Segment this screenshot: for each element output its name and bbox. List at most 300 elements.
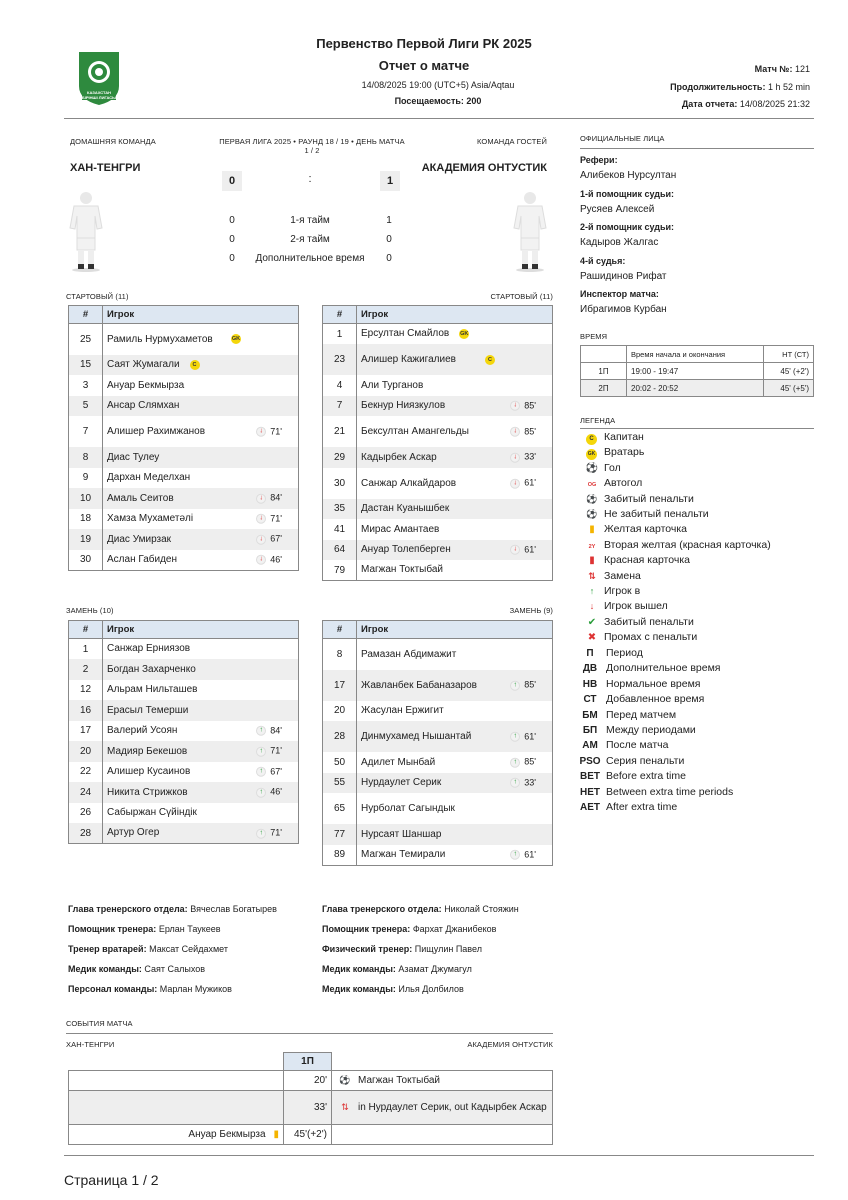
- substitution-minute: 84': [270, 725, 282, 736]
- staff-name: Максат Сейдахмет: [149, 944, 228, 954]
- player-row: [69, 680, 299, 701]
- substitution-minute: 71': [270, 426, 282, 437]
- staff-name: Пищулин Павел: [414, 944, 482, 954]
- player-cell: [357, 447, 553, 468]
- round-info-day: 1 / 2: [304, 146, 320, 155]
- player-name: Али Турганов: [361, 379, 424, 391]
- events-home-col: [69, 1053, 284, 1071]
- official-name: Русяев Алексей: [580, 203, 655, 215]
- staff-name: Илья Долбилов: [398, 984, 464, 994]
- time-col-period: [581, 346, 627, 363]
- player-cell: [103, 741, 299, 762]
- player-cell: [103, 823, 299, 844]
- player-number: 79: [323, 560, 357, 581]
- player-number: 64: [323, 540, 357, 561]
- period-label: 2-я тайм: [290, 234, 330, 245]
- official-name: Кадыров Жалгас: [580, 237, 659, 248]
- legend-item: [578, 646, 643, 661]
- substitution-minute: 85': [524, 400, 536, 411]
- substitution-mark: [510, 426, 536, 437]
- report-date-label: Дата отчета:: [681, 99, 738, 109]
- away-starting-table: [322, 305, 553, 581]
- legend-divider: [580, 428, 814, 429]
- player-name: Диас Умирзак: [107, 533, 172, 545]
- substitution-mark: [510, 777, 536, 788]
- substitution-minute: 46': [270, 786, 282, 797]
- player-in-icon: ↑: [256, 828, 266, 838]
- player-in-icon: ↑: [510, 778, 520, 788]
- player-cell: [357, 324, 553, 345]
- penalty-scored-icon: ⚽: [586, 493, 598, 504]
- staff-role: Физический тренер:: [322, 944, 413, 954]
- player-cell: [357, 499, 553, 520]
- staff-name: Фархат Джанибеков: [412, 924, 497, 934]
- player-out-icon: ↓: [589, 601, 595, 612]
- player-row: [323, 375, 553, 396]
- legend-item: [584, 507, 709, 522]
- substitution-minute: 85': [524, 756, 536, 767]
- page-number: Страница 1 / 2: [64, 1172, 159, 1188]
- report-title: Первенство Первой Лиги РК 2025: [316, 36, 532, 51]
- player-name: Алишер Рахимжанов: [107, 426, 206, 437]
- legend-item: [584, 569, 641, 584]
- staff-role: Тренер вратарей:: [68, 944, 147, 954]
- official-role: 2-й помощник судьи:: [580, 222, 675, 232]
- away-team-label: КОМАНДА ГОСТЕЙ: [477, 137, 547, 146]
- player-number: 22: [69, 762, 103, 783]
- staff-member: [322, 964, 472, 974]
- legend-item: [578, 708, 676, 723]
- substitution-mark: [510, 400, 536, 411]
- player-name: Бексултан Амангельды: [361, 426, 469, 437]
- player-cell: [357, 824, 553, 845]
- legend-label: Игрок в: [604, 585, 641, 597]
- attendance-label: Посещаемость:: [394, 96, 464, 106]
- home-score: 0: [222, 171, 242, 191]
- col-player-header: Игрок: [357, 306, 553, 324]
- player-in-icon: ↑: [256, 767, 266, 777]
- player-cell: [103, 762, 299, 783]
- event-home-cell: [69, 1125, 284, 1145]
- legend-label: Before extra time: [606, 770, 686, 783]
- player-row: [323, 824, 553, 845]
- staff-role: Глава тренерского отдела:: [68, 904, 188, 914]
- player-name: Ерасыл Темерши: [107, 704, 189, 716]
- player-name: Адилет Мынбай: [361, 756, 436, 768]
- legend-label: Желтая карточка: [604, 523, 688, 536]
- player-name: Санжар Ерниязов: [107, 643, 191, 655]
- substitution-minute: 61': [524, 544, 536, 555]
- player-cell: [357, 639, 553, 670]
- player-row: [69, 355, 299, 376]
- player-cell: [103, 509, 299, 530]
- official-name: Ибрагимов Курбан: [580, 304, 667, 315]
- player-row: [69, 741, 299, 762]
- player-cell: [103, 782, 299, 803]
- player-in-icon: ↑: [510, 850, 520, 860]
- match-number-value: 121: [794, 64, 810, 74]
- player-row: [69, 375, 299, 396]
- player-out-icon: ↓: [510, 453, 520, 463]
- goal-icon: ⚽: [339, 1075, 351, 1085]
- event-home-cell: [69, 1091, 284, 1125]
- staff-member: [322, 924, 496, 934]
- event-away-wrap: [336, 1074, 548, 1088]
- player-row: [323, 519, 553, 540]
- player-row: [323, 416, 553, 447]
- events-divider: [66, 1033, 553, 1034]
- duration-value: 1 h 52 min: [767, 82, 810, 92]
- footer-divider: [64, 1155, 814, 1156]
- substitution-mark: [510, 452, 536, 463]
- substitution-mark: [256, 493, 282, 504]
- officials-divider: [580, 148, 814, 149]
- player-cell: [357, 519, 553, 540]
- event-minute: 20': [284, 1071, 332, 1091]
- player-number: 10: [69, 488, 103, 509]
- time-range: 19:00 - 19:47: [627, 363, 764, 380]
- player-row: [323, 396, 553, 417]
- official-role: Рефери:: [580, 155, 618, 165]
- legend-label: Замена: [604, 569, 641, 582]
- event-row: [69, 1125, 553, 1145]
- player-in-icon: ↑: [510, 732, 520, 742]
- time-col-range: Время начала и окончания: [627, 346, 764, 363]
- event-home-player: Ануар Бекмырза: [188, 1129, 266, 1140]
- player-number: 15: [69, 355, 103, 376]
- substitution-mark: [510, 680, 536, 691]
- player-row: [323, 447, 553, 468]
- substitution-mark: [510, 478, 536, 489]
- legend-label: Автогол: [604, 477, 643, 490]
- player-row: [323, 639, 553, 670]
- player-in-icon: ↑: [256, 747, 266, 757]
- player-number: 50: [323, 752, 357, 773]
- event-away-description: in Нурдаулет Серик, out Кадырбек Аскар: [358, 1101, 547, 1113]
- attendance-value: 200: [466, 96, 482, 106]
- player-name: Хамза Мухаметәлі: [107, 513, 194, 525]
- captain-icon: C: [190, 360, 200, 370]
- match-number: [755, 64, 810, 74]
- player-row: [69, 700, 299, 721]
- player-name: Ерсултан Смайлов: [361, 328, 450, 340]
- legend-label: Забитый пенальти: [604, 615, 694, 628]
- player-row: [69, 823, 299, 844]
- player-number: 2: [69, 659, 103, 680]
- substitution-mark: [256, 554, 282, 565]
- staff-member: [322, 904, 519, 914]
- staff-member: [68, 924, 221, 934]
- player-cell: [103, 721, 299, 742]
- events-away-col: [332, 1053, 553, 1071]
- legend-label: Забитый пенальти: [604, 492, 694, 505]
- player-number: 30: [69, 550, 103, 571]
- player-row: [69, 396, 299, 417]
- col-number-header: #: [69, 306, 103, 324]
- staff-member: [322, 984, 464, 994]
- legend-label: Между периодами: [606, 724, 696, 736]
- player-name: Дастан Куанышбек: [361, 503, 450, 515]
- player-row: [69, 529, 299, 550]
- player-name: Рамиль Нурмухаметов: [107, 333, 213, 345]
- legend-label: Вторая желтая (красная карточка): [604, 538, 771, 551]
- legend-item: [584, 615, 694, 630]
- substitution-mark: [256, 725, 282, 736]
- player-row: [323, 721, 553, 752]
- time-col-added: НТ (СТ): [764, 346, 814, 363]
- own-goal-icon: OG: [587, 482, 597, 489]
- legend-item: [578, 738, 668, 753]
- official-role: 4-й судья:: [580, 255, 626, 266]
- period-label: Дополнительное время: [255, 253, 365, 264]
- player-out-icon: ↓: [510, 478, 520, 488]
- header-divider: [64, 118, 814, 119]
- penalty-missed-icon: ⚽: [586, 509, 598, 519]
- cross-icon: ✖: [587, 632, 597, 644]
- legend-label: After extra time: [606, 801, 678, 813]
- legend-label: Перед матчем: [606, 708, 677, 721]
- logo-text: КАЗАХСТАН БІРІНШІ ЛИГАСЫ: [81, 90, 117, 100]
- player-row: [323, 752, 553, 773]
- player-number: 4: [323, 375, 357, 396]
- duration-label: Продолжительность:: [670, 82, 766, 92]
- player-out-icon: ↓: [256, 514, 266, 524]
- player-cell: [357, 701, 553, 722]
- player-name: Рамазан Абдимажит: [361, 648, 457, 660]
- player-number: 8: [69, 447, 103, 468]
- player-name: Аслан Габиден: [107, 553, 178, 565]
- player-row: [323, 670, 553, 701]
- player-row: [323, 344, 553, 375]
- report-date-value: 14/08/2025 21:32: [739, 99, 810, 109]
- period-home-score: 0: [229, 234, 235, 245]
- player-out-icon: ↓: [256, 555, 266, 565]
- legend-label: После матча: [606, 739, 669, 752]
- legend-abbr: PSO: [579, 755, 601, 767]
- player-row: [69, 803, 299, 824]
- player-number: 9: [69, 468, 103, 489]
- player-name: Дархан Меделхан: [107, 472, 191, 484]
- legend-item: [578, 661, 721, 676]
- official-role: 1-й помощник судьи:: [580, 188, 675, 199]
- player-row: [69, 447, 299, 468]
- player-number: 20: [323, 701, 357, 722]
- player-name: Ануар Толепберген: [361, 544, 451, 556]
- player-name: Алишер Кусаинов: [107, 766, 191, 778]
- event-minute: 33': [284, 1091, 332, 1125]
- player-cell: [103, 639, 299, 660]
- player-cell: [103, 659, 299, 680]
- legend-item: [584, 522, 687, 537]
- player-in-icon: ↑: [589, 586, 595, 596]
- player-row: [323, 773, 553, 794]
- player-cell: [357, 670, 553, 701]
- player-row: [323, 793, 553, 824]
- substitution-minute: 71': [270, 827, 282, 838]
- legend-abbr: AET: [580, 802, 600, 813]
- player-number: 41: [323, 519, 357, 540]
- player-row: [323, 701, 553, 722]
- home-subs-table: [68, 620, 299, 844]
- player-number: 18: [69, 509, 103, 530]
- legend-item: [578, 769, 686, 784]
- player-name: Кадырбек Аскар: [361, 451, 437, 463]
- player-cell: [357, 560, 553, 581]
- player-cell: [357, 793, 553, 824]
- player-number: 24: [69, 782, 103, 803]
- legend-label: Between extra time periods: [606, 785, 734, 798]
- player-number: 8: [323, 639, 357, 670]
- event-away-wrap: [336, 1101, 548, 1115]
- events-heading: СОБЫТИЯ МАТЧА: [66, 1019, 133, 1028]
- legend-item: [578, 800, 677, 815]
- player-number: 21: [323, 416, 357, 447]
- player-cell: [103, 447, 299, 468]
- legend-item: [584, 553, 690, 568]
- player-in-icon: ↑: [256, 726, 266, 736]
- away-starting-label: СТАРТОВЫЙ (11): [490, 292, 553, 301]
- player-out-icon: ↓: [256, 535, 266, 545]
- legend-item: [578, 754, 684, 769]
- player-number: 17: [69, 721, 103, 742]
- match-number-label: Матч №:: [754, 64, 793, 74]
- match-datetime: 14/08/2025 19:00 (UTC+5) Asia/Aqtau: [361, 80, 515, 90]
- legend-abbr: БП: [582, 725, 598, 736]
- player-number: 89: [323, 845, 357, 866]
- legend-abbr: АМ: [582, 740, 598, 752]
- substitution-minute: 61': [524, 849, 536, 860]
- event-home-cell: [69, 1071, 284, 1091]
- player-name: Мирас Амантаев: [361, 523, 440, 535]
- legend-abbr: BET: [580, 771, 600, 783]
- event-minute: 45'(+2'): [284, 1125, 332, 1145]
- captain-icon: C: [586, 434, 597, 445]
- time-added: 45' (+5'): [764, 380, 814, 397]
- staff-name: Вячеслав Богатырев: [190, 904, 277, 914]
- legend-label: Вратарь: [604, 446, 645, 459]
- player-name: Жасулан Ержигит: [361, 705, 444, 717]
- staff-role: Медик команды:: [68, 964, 142, 974]
- substitution-minute: 85': [524, 679, 536, 690]
- legend-item: [584, 584, 640, 599]
- event-away-cell: [332, 1125, 553, 1145]
- player-name: Ануар Бекмырза: [107, 379, 185, 391]
- legend-item: [578, 677, 700, 692]
- player-name: Санжар Алкайдаров: [361, 477, 457, 489]
- substitution-minute: 61': [524, 477, 536, 488]
- away-subs-table: [322, 620, 553, 866]
- legend-item: [584, 445, 644, 460]
- player-number: 19: [69, 529, 103, 550]
- player-row: [323, 499, 553, 520]
- legend-item: [578, 692, 704, 707]
- player-number: 25: [69, 324, 103, 355]
- player-name: Валерий Усоян: [107, 725, 178, 737]
- event-row: [69, 1091, 553, 1125]
- substitution-mark: [510, 544, 536, 555]
- player-in-icon: ↑: [256, 788, 266, 798]
- player-cell: [357, 845, 553, 866]
- player-name: Нурдаулет Серик: [361, 777, 442, 789]
- report-subtitle: Отчет о матче: [378, 58, 470, 73]
- legend-label: Промах с пенальти: [604, 631, 698, 644]
- legend-label: Капитан: [604, 431, 644, 443]
- substitution-minute: 71': [270, 745, 282, 756]
- period-away-score: 0: [386, 234, 392, 245]
- event-away-description: Магжан Токтыбай: [358, 1074, 440, 1086]
- check-icon: ✔: [587, 616, 597, 628]
- player-number: 29: [323, 447, 357, 468]
- staff-role: Помощник тренера:: [322, 924, 411, 934]
- player-name: Динмухамед Нышантай: [361, 731, 472, 742]
- player-row: [323, 845, 553, 866]
- legend-abbr: HET: [580, 786, 600, 798]
- player-number: 77: [323, 824, 357, 845]
- substitution-mark: [510, 849, 536, 860]
- player-row: [69, 550, 299, 571]
- events-period: 1П: [284, 1053, 332, 1071]
- player-number: 7: [323, 396, 357, 417]
- legend-label: Не забитый пенальти: [604, 508, 709, 520]
- time-range: 20:02 - 20:52: [627, 380, 764, 397]
- player-cell: [103, 468, 299, 489]
- player-number: 26: [69, 803, 103, 824]
- officials-heading: ОФИЦИАЛЬНЫЕ ЛИЦА: [580, 134, 665, 143]
- player-in-icon: ↑: [510, 758, 520, 768]
- time-period: 2П: [581, 380, 627, 397]
- player-number: 30: [323, 468, 357, 499]
- time-added: 45' (+2'): [764, 363, 814, 380]
- official-name: Рашидинов Рифат: [580, 270, 667, 282]
- events-away-team: АКАДЕМИЯ ОНТУСТИК: [467, 1040, 553, 1049]
- substitution-minute: 61': [524, 731, 536, 742]
- time-period: 1П: [581, 363, 627, 380]
- player-number: 3: [69, 375, 103, 396]
- substitution-mark: [256, 787, 282, 798]
- legend-item: [584, 492, 694, 507]
- player-number: 23: [323, 344, 357, 375]
- player-row: [323, 468, 553, 499]
- staff-name: Марлан Мужиков: [159, 984, 232, 994]
- legend-label: Игрок вышел: [604, 600, 668, 613]
- player-number: 17: [323, 670, 357, 701]
- score-separator: :: [308, 173, 312, 185]
- goalkeeper-icon: GK: [460, 330, 469, 337]
- away-subs-label: ЗАМЕНЬ (9): [509, 606, 553, 615]
- home-starting-table: [68, 305, 299, 571]
- substitution-mark: [256, 513, 282, 524]
- legend-abbr: БМ: [582, 709, 598, 721]
- goal-icon: ⚽: [585, 462, 599, 474]
- event-away-cell: [332, 1071, 553, 1091]
- col-number-header: #: [323, 306, 357, 324]
- home-team-name: ХАН-ТЕНГРИ: [70, 162, 141, 174]
- player-name: Бекнур Ниязкулов: [361, 400, 446, 412]
- player-number: 16: [69, 700, 103, 721]
- player-name: Сабыржан Сүйіндік: [107, 807, 197, 819]
- substitution-icon: ⇅: [588, 570, 596, 581]
- staff-role: Помощник тренера:: [68, 924, 157, 934]
- staff-member: [68, 904, 277, 914]
- away-team-name: АКАДЕМИЯ ОНТУСТИК: [421, 162, 547, 174]
- player-name: Мадияр Бекешов: [107, 745, 188, 757]
- legend-label: Период: [606, 647, 643, 659]
- player-number: 1: [323, 324, 357, 345]
- player-cell: [357, 773, 553, 794]
- player-cell: [103, 375, 299, 396]
- substitution-mark: [510, 731, 536, 742]
- player-cell: [103, 803, 299, 824]
